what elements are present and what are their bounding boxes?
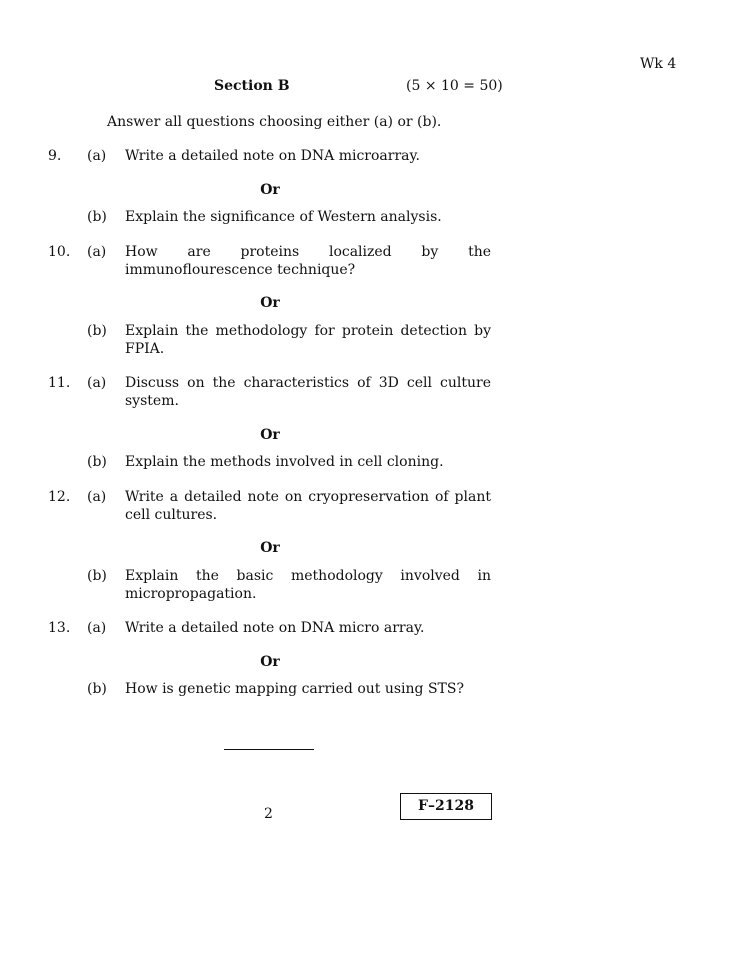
paper-code: F–2128	[418, 798, 474, 814]
question-number: 13.	[48, 620, 71, 636]
marks-label: (5 × 10 = 50)	[406, 78, 503, 94]
instruction: Answer all questions choosing either (a) or (b).	[107, 114, 442, 130]
option-b-text: Explain the basic methodology involved in micropropagation.	[125, 568, 491, 602]
paper-code-box	[400, 793, 492, 820]
option-a-label: (a)	[87, 375, 107, 391]
end-rule	[224, 749, 314, 750]
option-a-label: (a)	[87, 489, 107, 505]
option-b-label: (b)	[87, 681, 107, 697]
option-b-label: (b)	[87, 323, 107, 339]
option-a-text: Write a detailed note on DNA micro array.	[125, 620, 425, 636]
option-b-text: How is genetic mapping carried out using STS?	[125, 681, 464, 697]
option-a-label: (a)	[87, 620, 107, 636]
page-number: 2	[264, 806, 273, 822]
option-b-text: Explain the methods involved in cell cloning.	[125, 454, 444, 470]
question-number: 9.	[48, 148, 62, 164]
question-number: 10.	[48, 244, 71, 260]
question-number: 12.	[48, 489, 71, 505]
option-a-text: Write a detailed note on cryopreservation of plant cell cultures.	[125, 489, 491, 523]
week-label: Wk 4	[640, 56, 677, 72]
option-a-text: Discuss on the characteristics of 3D cell culture system.	[125, 375, 491, 409]
question-number: 11.	[48, 375, 71, 391]
option-b-label: (b)	[87, 209, 107, 225]
or-divider: Or	[260, 654, 280, 670]
option-b-text: Explain the methodology for protein detection by FPIA.	[125, 323, 491, 357]
option-b-label: (b)	[87, 568, 107, 584]
option-b-label: (b)	[87, 454, 107, 470]
or-divider: Or	[260, 295, 280, 311]
or-divider: Or	[260, 182, 280, 198]
or-divider: Or	[260, 427, 280, 443]
or-divider: Or	[260, 540, 280, 556]
option-a-text: How are proteins localized by the immunoflourescence technique?	[125, 244, 491, 278]
section-title: Section B	[214, 78, 290, 94]
option-a-text: Write a detailed note on DNA microarray.	[125, 148, 420, 164]
option-a-label: (a)	[87, 148, 107, 164]
option-a-label: (a)	[87, 244, 107, 260]
option-b-text: Explain the significance of Western analysis.	[125, 209, 442, 225]
